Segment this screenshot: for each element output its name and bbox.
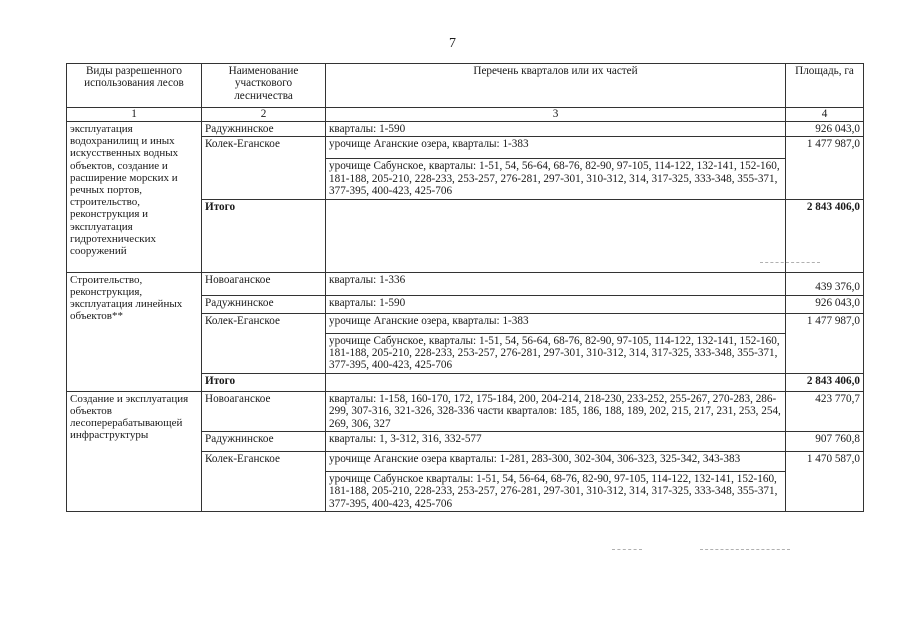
forest-use-table [66,63,864,512]
use-type-cell: Создание и эксплуатация объектов лесоперерабатывающей инфраструктуры [67,391,202,511]
header-forestry: Наименование участкового лесничества [202,64,326,108]
header-area: Площадь, га [786,64,864,108]
area-cell: 1 477 987,0 [786,313,864,373]
quarters-cell: кварталы: 1-158, 160-170, 172, 175-184, 200, 204-214, 218-230, 233-252, 255-267, 270-283, 286-299, 307-316, 321-326, 328-336 части кварталов: 185, 186, 188, 189, 202, 215, 217, 231, 253, 254, 269, 306, 327 [326,391,786,431]
total-label: Итого [202,199,326,272]
column-number: 4 [786,108,864,122]
column-number: 3 [326,108,786,122]
quarters-cell: урочище Сабунское кварталы: 1-51, 54, 56-64, 68-76, 82-90, 97-105, 114-122, 132-141, 152-160, 181-188, 205-210, 228-233, 253-257, 276-281, 297-301, 310-312, 314, 317-325, 333-348, 355-371, 377-395, 400-423, 425-706 [326,472,786,512]
total-area: 2 843 406,0 [786,373,864,391]
quarters-cell: урочище Аганские озера кварталы: 1-281, 283-300, 302-304, 306-323, 325-342, 343-383 [326,452,786,472]
quarters-cell: урочище Сабунское, кварталы: 1-51, 54, 56-64, 68-76, 82-90, 97-105, 114-122, 132-141, 152-160, 181-188, 205-210, 228-233, 253-257, 276-281, 297-301, 310-312, 314, 317-325, 333-348, 355-371, 377-395, 400-423, 425-706 [326,159,786,199]
area-cell: 926 043,0 [786,122,864,137]
column-number: 1 [67,108,202,122]
use-type-cell: Строительство, реконструкция, эксплуатация линейных объектов** [67,272,202,391]
total-label: Итого [202,373,326,391]
scan-artifact [760,262,820,263]
total-area: 2 843 406,0 [786,199,864,272]
quarters-cell: кварталы: 1-336 [326,272,786,295]
area-cell: 907 760,8 [786,432,864,452]
page-number: 7 [449,36,456,51]
use-type-cell: эксплуатация водохранилищ и иных искусственных водных объектов, создание и расширение морских и речных портов, строительство, реконструкция и эксплуатация гидротехнических сооружений [67,122,202,273]
forestry-cell: Колек-Еганское [202,313,326,373]
quarters-cell: кварталы: 1, 3-312, 316, 332-577 [326,432,786,452]
scan-artifact [700,549,790,550]
area-cell: 1 470 587,0 [786,452,864,512]
quarters-cell: урочище Аганские озера, кварталы: 1-383 [326,137,786,159]
scan-artifact [612,549,642,550]
area-cell: 423 770,7 [786,391,864,431]
table-row [67,391,864,431]
forestry-cell: Новоаганское [202,272,326,295]
header-use-type: Виды разрешенного использования лесов [67,64,202,108]
quarters-cell: урочище Аганские озера, кварталы: 1-383 [326,313,786,333]
forestry-cell: Колек-Еганское [202,452,326,512]
header-quarters: Перечень кварталов или их частей [326,64,786,108]
table-row [67,122,864,137]
area-cell: 926 043,0 [786,295,864,313]
area-cell: 439 376,0 [786,272,864,295]
quarters-cell: урочище Сабунское, кварталы: 1-51, 54, 56-64, 68-76, 82-90, 97-105, 114-122, 132-141, 152-160, 181-188, 205-210, 228-233, 253-257, 276-281, 297-301, 310-312, 314, 317-325, 333-348, 355-371, 377-395, 400-423, 425-706 [326,333,786,373]
table-row [67,272,864,295]
quarters-cell: кварталы: 1-590 [326,295,786,313]
quarters-cell-empty [326,373,786,391]
forestry-cell: Радужнинское [202,122,326,137]
forestry-cell: Радужнинское [202,432,326,452]
area-cell: 1 477 987,0 [786,137,864,199]
forestry-cell: Радужнинское [202,295,326,313]
forestry-cell: Колек-Еганское [202,137,326,199]
quarters-cell: кварталы: 1-590 [326,122,786,137]
quarters-cell-empty [326,199,786,272]
column-number: 2 [202,108,326,122]
forestry-cell: Новоаганское [202,391,326,431]
